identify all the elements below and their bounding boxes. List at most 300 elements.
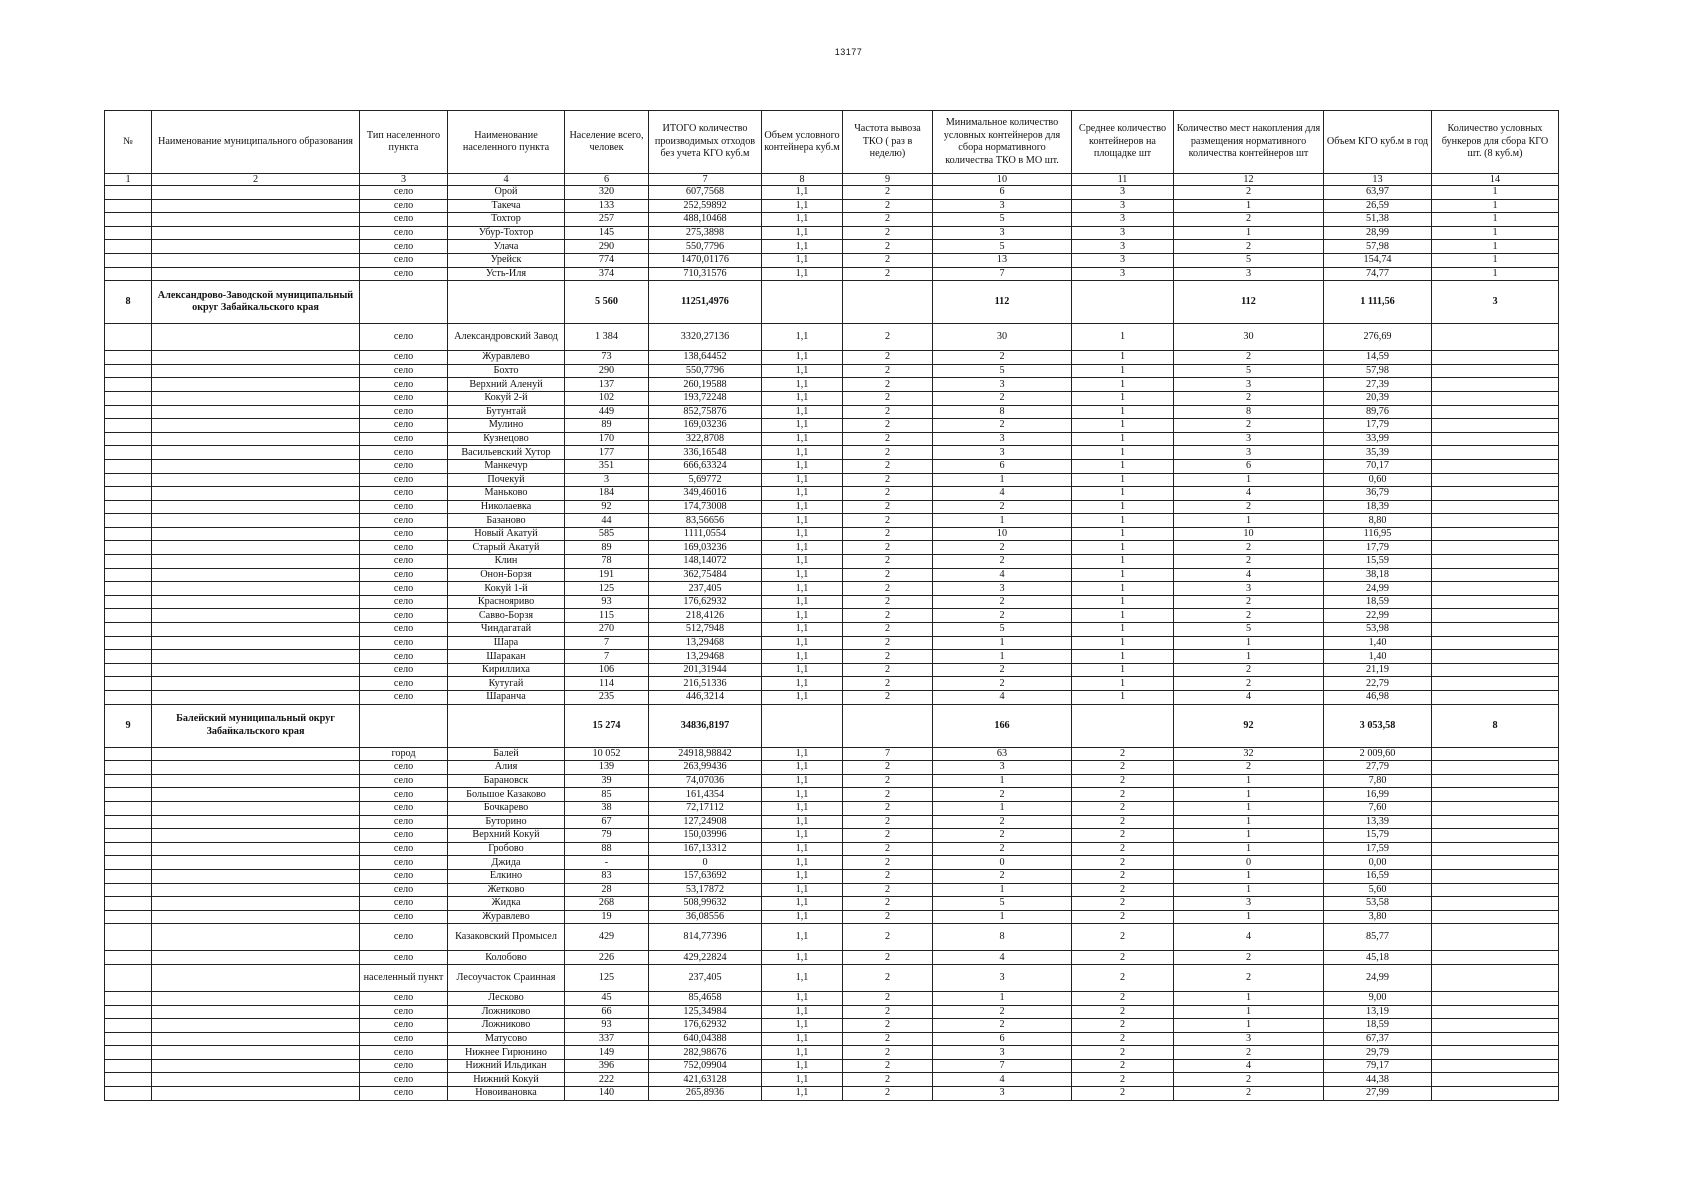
table-cell: 3: [933, 964, 1072, 991]
table-cell: 169,03236: [649, 419, 762, 433]
table-cell: 1: [933, 991, 1072, 1005]
table-cell: 2: [843, 636, 933, 650]
table-cell: село: [360, 378, 448, 392]
table-cell: Убур-Тохтор: [448, 226, 565, 240]
table-cell: село: [360, 761, 448, 775]
table-cell: 4: [933, 487, 1072, 501]
table-cell: 2: [1072, 924, 1174, 951]
table-cell: [1432, 856, 1559, 870]
table-cell: 2: [843, 432, 933, 446]
table-cell: 5: [933, 897, 1072, 911]
table-cell: 3: [1174, 267, 1324, 281]
table-cell: 1: [1072, 324, 1174, 351]
table-row: [105, 514, 1559, 528]
table-cell: 85: [565, 788, 649, 802]
table-row: [105, 213, 1559, 227]
table-cell: [105, 897, 152, 911]
column-header: Население всего, человек: [565, 111, 649, 174]
table-row: [105, 1005, 1559, 1019]
table-cell: 1: [1174, 991, 1324, 1005]
table-cell: село: [360, 487, 448, 501]
table-row: [105, 650, 1559, 664]
table-row: [105, 897, 1559, 911]
table-cell: 449: [565, 405, 649, 419]
table-cell: 1: [1072, 568, 1174, 582]
table-cell: 3,80: [1324, 910, 1432, 924]
table-cell: [1432, 897, 1559, 911]
table-cell: 33,99: [1324, 432, 1432, 446]
table-cell: 3: [1174, 432, 1324, 446]
table-cell: Балей: [448, 747, 565, 761]
table-cell: село: [360, 1073, 448, 1087]
table-cell: 2: [933, 419, 1072, 433]
table-cell: 2: [1072, 869, 1174, 883]
table-cell: 27,79: [1324, 761, 1432, 775]
table-cell: 2: [843, 240, 933, 254]
table-cell: Чиндагатай: [448, 623, 565, 637]
column-number: 3: [360, 174, 448, 186]
table-cell: 5,60: [1324, 883, 1432, 897]
table-cell: [1432, 761, 1559, 775]
table-cell: 1,1: [762, 650, 843, 664]
table-cell: 2: [843, 815, 933, 829]
table-cell: Урейск: [448, 253, 565, 267]
table-cell: 5: [1174, 253, 1324, 267]
table-cell: 166: [933, 704, 1072, 747]
table-cell: 3: [1072, 267, 1174, 281]
table-cell: [152, 897, 360, 911]
table-cell: 1,1: [762, 883, 843, 897]
table-cell: 88: [565, 842, 649, 856]
table-cell: 1: [1072, 636, 1174, 650]
table-cell: [152, 446, 360, 460]
table-cell: 1,1: [762, 527, 843, 541]
table-cell: 19: [565, 910, 649, 924]
table-cell: 1: [1072, 650, 1174, 664]
table-cell: 3: [1174, 897, 1324, 911]
table-cell: 2: [843, 951, 933, 965]
table-cell: 1,1: [762, 240, 843, 254]
table-cell: [152, 869, 360, 883]
table-cell: 2: [1072, 801, 1174, 815]
table-cell: 1,1: [762, 869, 843, 883]
table-cell: 2: [933, 541, 1072, 555]
table-cell: 125,34984: [649, 1005, 762, 1019]
table-cell: 89: [565, 541, 649, 555]
table-cell: [105, 364, 152, 378]
table-cell: 1,1: [762, 623, 843, 637]
table-cell: село: [360, 856, 448, 870]
table-cell: 2: [1072, 1073, 1174, 1087]
table-cell: 429,22824: [649, 951, 762, 965]
table-cell: 2: [843, 897, 933, 911]
table-cell: 1,1: [762, 582, 843, 596]
table-cell: 70,17: [1324, 459, 1432, 473]
table-cell: 169,03236: [649, 541, 762, 555]
table-row: [105, 842, 1559, 856]
table-cell: [1432, 774, 1559, 788]
table-cell: [105, 951, 152, 965]
table-cell: 2: [933, 842, 1072, 856]
table-cell: [1432, 924, 1559, 951]
table-cell: [105, 1087, 152, 1101]
table-cell: 3: [1174, 1032, 1324, 1046]
table-cell: 640,04388: [649, 1032, 762, 1046]
table-cell: [152, 1019, 360, 1033]
table-cell: 2: [843, 351, 933, 365]
table-row: [105, 324, 1559, 351]
table-cell: 1,1: [762, 1087, 843, 1101]
table-cell: 24918,98842: [649, 747, 762, 761]
table-row: [105, 774, 1559, 788]
table-header: [105, 111, 1559, 174]
table-cell: 2: [843, 663, 933, 677]
table-cell: 28: [565, 883, 649, 897]
table-row: [105, 964, 1559, 991]
table-cell: [105, 801, 152, 815]
table-cell: 512,7948: [649, 623, 762, 637]
table-cell: [1432, 815, 1559, 829]
table-cell: 1,1: [762, 951, 843, 965]
table-cell: 2: [1072, 747, 1174, 761]
column-number: 6: [565, 174, 649, 186]
table-cell: 3: [1072, 253, 1174, 267]
table-cell: [1432, 1087, 1559, 1101]
table-cell: [1432, 487, 1559, 501]
table-cell: 13,19: [1324, 1005, 1432, 1019]
table-cell: 38,18: [1324, 568, 1432, 582]
table-cell: [105, 391, 152, 405]
table-body: [105, 174, 1559, 1101]
table-cell: 2: [1174, 1087, 1324, 1101]
table-cell: 10 052: [565, 747, 649, 761]
table-cell: 5: [933, 240, 1072, 254]
table-cell: [152, 815, 360, 829]
table-cell: [105, 351, 152, 365]
table-cell: 10: [1174, 527, 1324, 541]
table-cell: [152, 609, 360, 623]
table-cell: 336,16548: [649, 446, 762, 460]
table-cell: 1: [933, 473, 1072, 487]
table-cell: село: [360, 1046, 448, 1060]
table-cell: 1: [1072, 663, 1174, 677]
table-cell: 265,8936: [649, 1087, 762, 1101]
table-cell: 21,19: [1324, 663, 1432, 677]
table-cell: [1432, 691, 1559, 705]
table-cell: 1470,01176: [649, 253, 762, 267]
table-cell: 1: [1174, 883, 1324, 897]
table-cell: 320: [565, 186, 649, 200]
table-cell: [152, 910, 360, 924]
table-cell: населенный пункт: [360, 964, 448, 991]
table-cell: 36,08556: [649, 910, 762, 924]
table-cell: Савво-Борзя: [448, 609, 565, 623]
table-cell: [105, 1059, 152, 1073]
table-cell: 6: [933, 1032, 1072, 1046]
table-row: [105, 801, 1559, 815]
table-cell: 1: [933, 514, 1072, 528]
municipality-summary-row: [105, 704, 1559, 747]
table-row: [105, 691, 1559, 705]
table-row: [105, 1019, 1559, 1033]
table-cell: 2: [933, 663, 1072, 677]
table-cell: 157,63692: [649, 869, 762, 883]
table-cell: село: [360, 213, 448, 227]
table-row: [105, 636, 1559, 650]
table-cell: [152, 801, 360, 815]
table-cell: село: [360, 910, 448, 924]
table-cell: [1432, 405, 1559, 419]
table-row: [105, 253, 1559, 267]
table-cell: 2: [933, 869, 1072, 883]
table-cell: 446,3214: [649, 691, 762, 705]
table-cell: 201,31944: [649, 663, 762, 677]
table-cell: 2: [1072, 951, 1174, 965]
table-cell: 2: [1072, 761, 1174, 775]
table-cell: 184: [565, 487, 649, 501]
table-cell: [152, 186, 360, 200]
table-cell: село: [360, 663, 448, 677]
table-cell: 1,1: [762, 856, 843, 870]
table-cell: село: [360, 883, 448, 897]
table-cell: 4: [1174, 924, 1324, 951]
table-cell: 2: [843, 623, 933, 637]
table-row: [105, 924, 1559, 951]
table-cell: 78: [565, 555, 649, 569]
table-cell: [360, 281, 448, 324]
table-cell: 1,1: [762, 351, 843, 365]
table-cell: 44: [565, 514, 649, 528]
table-cell: село: [360, 951, 448, 965]
table-cell: 66: [565, 1005, 649, 1019]
table-cell: село: [360, 623, 448, 637]
table-cell: [1432, 555, 1559, 569]
table-cell: 1,1: [762, 473, 843, 487]
table-cell: Старый Акатуй: [448, 541, 565, 555]
table-cell: Джида: [448, 856, 565, 870]
table-cell: 145: [565, 226, 649, 240]
table-cell: 14,59: [1324, 351, 1432, 365]
table-cell: 193,72248: [649, 391, 762, 405]
table-cell: 2: [1072, 1087, 1174, 1101]
table-cell: 1: [1432, 186, 1559, 200]
table-cell: [1432, 1019, 1559, 1033]
table-cell: село: [360, 842, 448, 856]
table-cell: [1432, 663, 1559, 677]
table-cell: село: [360, 555, 448, 569]
table-cell: 1,1: [762, 324, 843, 351]
table-cell: 116,95: [1324, 527, 1432, 541]
table-cell: 18,39: [1324, 500, 1432, 514]
table-cell: Шаракан: [448, 650, 565, 664]
table-cell: 140: [565, 1087, 649, 1101]
table-cell: 125: [565, 964, 649, 991]
table-cell: [152, 473, 360, 487]
table-cell: 1: [1072, 446, 1174, 460]
table-cell: 2: [843, 924, 933, 951]
table-cell: 2: [843, 691, 933, 705]
table-cell: [152, 514, 360, 528]
table-cell: 7: [565, 650, 649, 664]
table-cell: 2: [843, 842, 933, 856]
table-cell: Бутунтай: [448, 405, 565, 419]
table-cell: 2: [1174, 391, 1324, 405]
table-cell: [152, 432, 360, 446]
table-cell: [105, 691, 152, 705]
table-cell: 374: [565, 267, 649, 281]
table-cell: [1432, 842, 1559, 856]
table-cell: [105, 856, 152, 870]
table-cell: [1432, 623, 1559, 637]
page-number: 13177: [834, 47, 863, 57]
table-cell: село: [360, 1032, 448, 1046]
table-cell: 34836,8197: [649, 704, 762, 747]
table-cell: 93: [565, 1019, 649, 1033]
table-cell: 2: [843, 856, 933, 870]
table-cell: 22,79: [1324, 677, 1432, 691]
table-cell: 2: [843, 801, 933, 815]
table-row: [105, 747, 1559, 761]
table-cell: Краснояриво: [448, 595, 565, 609]
table-cell: [105, 1019, 152, 1033]
table-cell: [152, 405, 360, 419]
table-cell: [152, 568, 360, 582]
table-cell: 216,51336: [649, 677, 762, 691]
table-cell: 1: [1174, 842, 1324, 856]
table-cell: [105, 623, 152, 637]
column-header: Количество мест накопления для размещения нормативного количества контейнеров шт: [1174, 111, 1324, 174]
table-cell: 429: [565, 924, 649, 951]
table-cell: 2: [843, 595, 933, 609]
table-cell: 1: [1072, 364, 1174, 378]
table-cell: 125: [565, 582, 649, 596]
table-cell: 1,1: [762, 815, 843, 829]
table-cell: [1432, 514, 1559, 528]
table-cell: 226: [565, 951, 649, 965]
table-cell: 154,74: [1324, 253, 1432, 267]
table-cell: 74,77: [1324, 267, 1432, 281]
table-row: [105, 364, 1559, 378]
table-cell: [1432, 473, 1559, 487]
table-cell: 322,8708: [649, 432, 762, 446]
table-cell: село: [360, 1005, 448, 1019]
table-row: [105, 910, 1559, 924]
table-cell: [105, 1032, 152, 1046]
column-number: 14: [1432, 174, 1559, 186]
table-row: [105, 500, 1559, 514]
table-cell: 17,79: [1324, 419, 1432, 433]
column-header: Минимальное количество условных контейнеров для сбора нормативного количества ТКО в МО шт.: [933, 111, 1072, 174]
column-number: 13: [1324, 174, 1432, 186]
table-cell: 1,1: [762, 788, 843, 802]
table-cell: 252,59892: [649, 199, 762, 213]
table-cell: 2: [1072, 964, 1174, 991]
table-cell: 1,1: [762, 924, 843, 951]
table-cell: 79,17: [1324, 1059, 1432, 1073]
table-cell: 39: [565, 774, 649, 788]
table-cell: 1: [1072, 582, 1174, 596]
table-cell: Бохто: [448, 364, 565, 378]
table-cell: 2: [933, 1005, 1072, 1019]
table-cell: 115: [565, 609, 649, 623]
table-cell: 349,46016: [649, 487, 762, 501]
table-cell: 1,1: [762, 555, 843, 569]
table-cell: [105, 267, 152, 281]
table-cell: 1: [933, 883, 1072, 897]
table-cell: 1,1: [762, 199, 843, 213]
table-cell: 174,73008: [649, 500, 762, 514]
table-cell: [105, 324, 152, 351]
table-cell: 2: [843, 1005, 933, 1019]
table-cell: [152, 691, 360, 705]
table-cell: 3 053,58: [1324, 704, 1432, 747]
table-cell: село: [360, 391, 448, 405]
table-cell: [1432, 951, 1559, 965]
table-row: [105, 226, 1559, 240]
table-cell: [152, 1032, 360, 1046]
table-cell: 1: [933, 801, 1072, 815]
table-cell: 1: [1072, 691, 1174, 705]
table-cell: 814,77396: [649, 924, 762, 951]
table-cell: 3: [933, 1087, 1072, 1101]
table-cell: 89,76: [1324, 405, 1432, 419]
table-cell: 2: [933, 609, 1072, 623]
table-cell: 2: [843, 514, 933, 528]
table-cell: [448, 704, 565, 747]
table-cell: 2: [1072, 1059, 1174, 1073]
table-cell: 2: [933, 815, 1072, 829]
table-cell: [105, 473, 152, 487]
table-cell: 38: [565, 801, 649, 815]
column-number: 1: [105, 174, 152, 186]
table-cell: Кокуй 1-й: [448, 582, 565, 596]
table-cell: [152, 774, 360, 788]
table-cell: 1: [1174, 829, 1324, 843]
table-cell: Шаранча: [448, 691, 565, 705]
table-cell: 2: [843, 364, 933, 378]
table-cell: 3: [933, 226, 1072, 240]
table-cell: Васильевский Хутор: [448, 446, 565, 460]
table-cell: [105, 829, 152, 843]
table-cell: 1: [1174, 636, 1324, 650]
table-cell: 4: [1174, 568, 1324, 582]
column-number: 8: [762, 174, 843, 186]
table-cell: 290: [565, 364, 649, 378]
table-cell: село: [360, 253, 448, 267]
table-cell: [1432, 883, 1559, 897]
table-cell: село: [360, 1087, 448, 1101]
table-row: [105, 677, 1559, 691]
table-cell: 1: [1174, 226, 1324, 240]
table-cell: 2: [843, 1073, 933, 1087]
table-cell: 290: [565, 240, 649, 254]
table-cell: 53,17872: [649, 883, 762, 897]
table-cell: Кузнецово: [448, 432, 565, 446]
table-cell: [152, 964, 360, 991]
table-cell: 112: [933, 281, 1072, 324]
table-cell: 9: [105, 704, 152, 747]
table-cell: [152, 582, 360, 596]
table-cell: 2: [843, 869, 933, 883]
table-cell: 774: [565, 253, 649, 267]
table-row: [105, 527, 1559, 541]
municipality-summary-row: [105, 281, 1559, 324]
table-cell: Верхний Аленуй: [448, 378, 565, 392]
table-cell: 22,99: [1324, 609, 1432, 623]
table-cell: 2: [1072, 856, 1174, 870]
table-cell: 8: [1432, 704, 1559, 747]
table-cell: 1,1: [762, 964, 843, 991]
